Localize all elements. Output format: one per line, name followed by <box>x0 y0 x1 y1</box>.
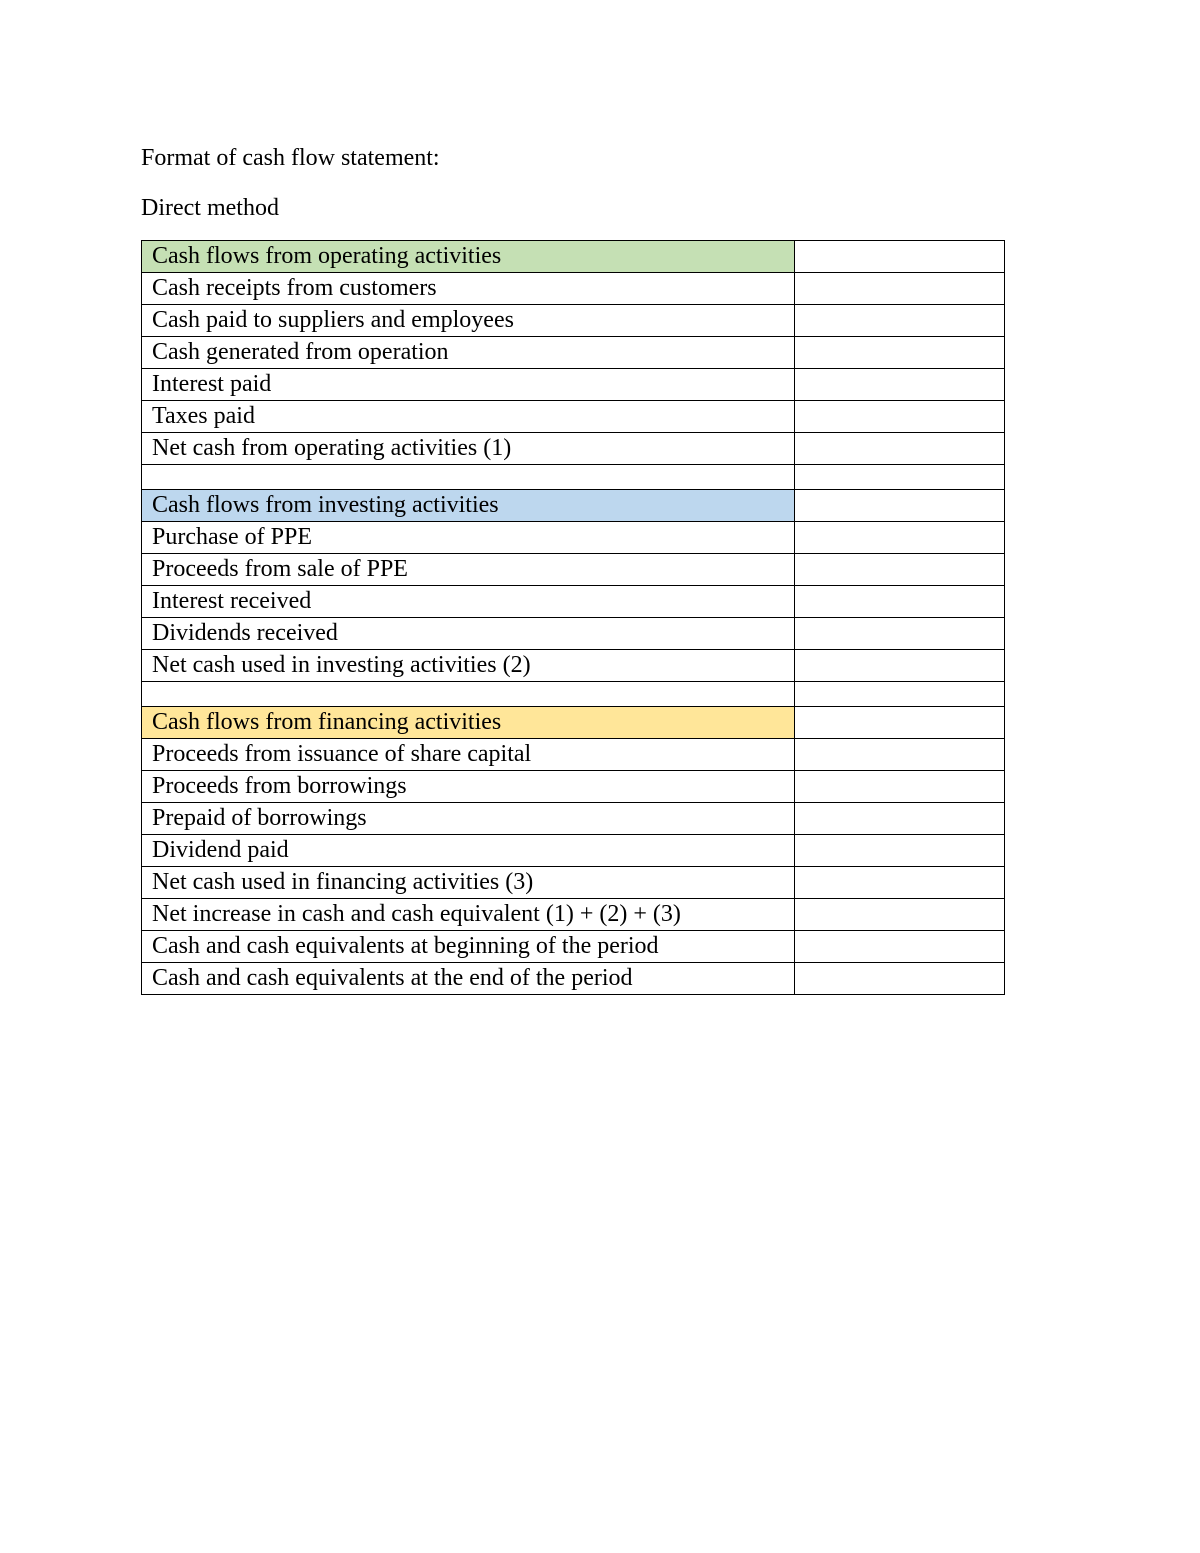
amount-cell <box>795 554 1005 586</box>
table-row <box>142 369 1005 401</box>
amount-cell <box>795 305 1005 337</box>
amount-cell <box>795 707 1005 739</box>
row-label: Prepaid of borrowings <box>142 803 795 835</box>
amount-cell <box>795 273 1005 305</box>
row-label <box>142 465 795 490</box>
row-label: Proceeds from sale of PPE <box>142 554 795 586</box>
table-row <box>142 273 1005 305</box>
amount-cell <box>795 963 1005 995</box>
section-header-label: Cash flows from financing activities <box>142 707 795 739</box>
row-label: Proceeds from borrowings <box>142 771 795 803</box>
row-label: Taxes paid <box>142 401 795 433</box>
document-title: Format of cash flow statement: <box>141 145 440 171</box>
amount-cell <box>795 369 1005 401</box>
table-row <box>142 554 1005 586</box>
amount-cell <box>795 739 1005 771</box>
row-label: Cash generated from operation <box>142 337 795 369</box>
spacer-row <box>142 465 1005 490</box>
section-header-label: Cash flows from investing activities <box>142 490 795 522</box>
section-header-label: Cash flows from operating activities <box>142 241 795 273</box>
table-row <box>142 931 1005 963</box>
row-label: Net cash from operating activities (1) <box>142 433 795 465</box>
cash-flow-table-body <box>142 241 1005 995</box>
row-label: Interest received <box>142 586 795 618</box>
amount-cell <box>795 586 1005 618</box>
amount-cell <box>795 867 1005 899</box>
spacer-row <box>142 682 1005 707</box>
row-label: Purchase of PPE <box>142 522 795 554</box>
table-row <box>142 337 1005 369</box>
table-row <box>142 618 1005 650</box>
amount-cell <box>795 337 1005 369</box>
row-label: Cash and cash equivalents at the end of the period <box>142 963 795 995</box>
amount-cell <box>795 522 1005 554</box>
table-row <box>142 522 1005 554</box>
amount-cell <box>795 931 1005 963</box>
amount-cell <box>795 241 1005 273</box>
table-row <box>142 963 1005 995</box>
section-header-row-operating <box>142 241 1005 273</box>
amount-cell <box>795 433 1005 465</box>
amount-cell <box>795 401 1005 433</box>
row-label: Interest paid <box>142 369 795 401</box>
table-row <box>142 739 1005 771</box>
table-row <box>142 650 1005 682</box>
amount-cell <box>795 771 1005 803</box>
table-row <box>142 803 1005 835</box>
amount-cell <box>795 650 1005 682</box>
table-row <box>142 433 1005 465</box>
table-row <box>142 305 1005 337</box>
table-row <box>142 835 1005 867</box>
table-row <box>142 586 1005 618</box>
row-label: Cash receipts from customers <box>142 273 795 305</box>
table-row <box>142 401 1005 433</box>
row-label: Net cash used in investing activities (2) <box>142 650 795 682</box>
cash-flow-table <box>141 240 1005 995</box>
table-row <box>142 867 1005 899</box>
row-label: Proceeds from issuance of share capital <box>142 739 795 771</box>
section-header-row-financing <box>142 707 1005 739</box>
amount-cell <box>795 618 1005 650</box>
amount-cell <box>795 899 1005 931</box>
amount-cell <box>795 803 1005 835</box>
row-label: Net cash used in financing activities (3) <box>142 867 795 899</box>
amount-cell <box>795 490 1005 522</box>
amount-cell <box>795 835 1005 867</box>
section-header-row-investing <box>142 490 1005 522</box>
row-label: Dividend paid <box>142 835 795 867</box>
row-label: Net increase in cash and cash equivalent (1) + (2) + (3) <box>142 899 795 931</box>
amount-cell <box>795 465 1005 490</box>
row-label: Cash paid to suppliers and employees <box>142 305 795 337</box>
row-label <box>142 682 795 707</box>
table-row <box>142 899 1005 931</box>
amount-cell <box>795 682 1005 707</box>
table-row <box>142 771 1005 803</box>
row-label: Dividends received <box>142 618 795 650</box>
row-label: Cash and cash equivalents at beginning of the period <box>142 931 795 963</box>
document-subtitle: Direct method <box>141 195 279 221</box>
